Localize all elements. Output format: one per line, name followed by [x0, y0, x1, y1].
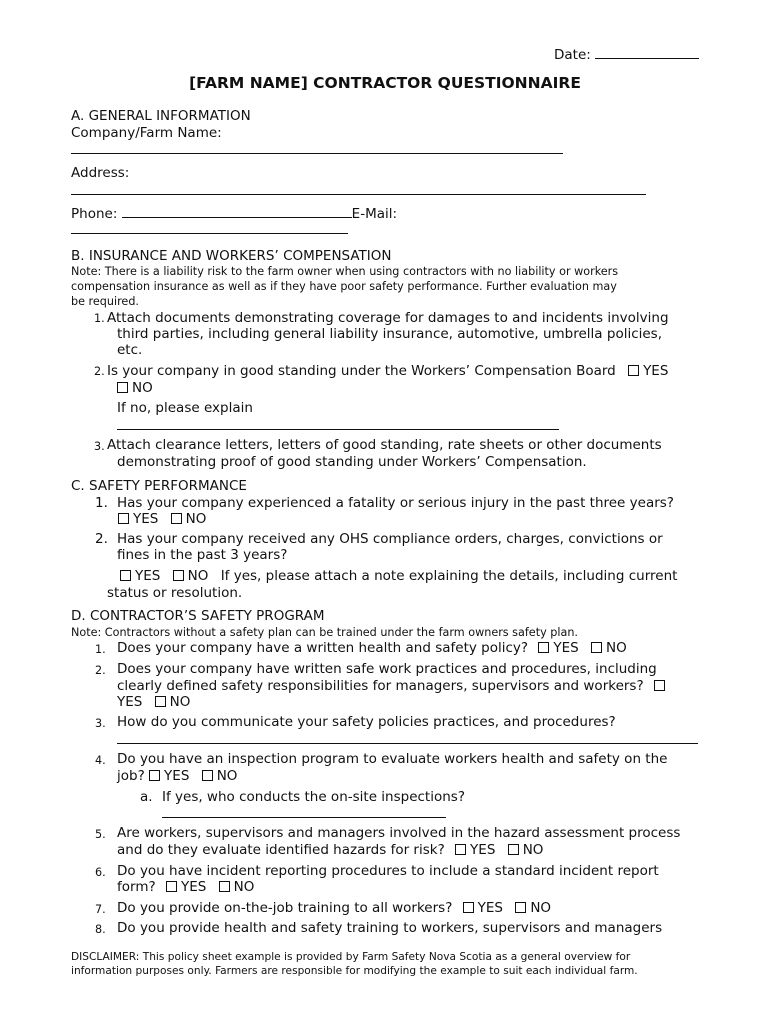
d-q4-no-option[interactable]: NO: [202, 768, 238, 784]
section-b-note-line: compensation insurance as well as if they have poor safety performance. Further evaluation may: [71, 280, 617, 293]
checkbox-icon[interactable]: [171, 513, 182, 524]
date-label: Date:: [554, 47, 591, 63]
section-a-heading: A. GENERAL INFORMATION: [71, 108, 251, 124]
b-item3-number: 3.: [94, 440, 105, 453]
c-q1-text: Has your company experienced a fatality or serious injury in the past three years?: [117, 495, 674, 511]
d-q2-yes-label[interactable]: YES: [117, 694, 143, 710]
b-item1-text: Attach documents demonstrating coverage for damages to and incidents involving: [107, 310, 669, 326]
c-q1-no-option[interactable]: NO: [171, 511, 207, 527]
checkbox-icon[interactable]: [120, 570, 131, 581]
d-q2-number: 2.: [95, 664, 106, 677]
d-q2-text: Does your company have written safe work practices and procedures, including: [117, 661, 657, 677]
phone-row: [71, 206, 397, 222]
d-q4-text: Do you have an inspection program to evaluate workers health and safety on the: [117, 751, 668, 767]
d-q4-row: [117, 768, 237, 784]
b-item2-explain-label: If no, please explain: [117, 400, 253, 416]
d-q6-text: form?: [117, 879, 156, 895]
c-q2-note: status or resolution.: [107, 585, 243, 601]
checkbox-icon[interactable]: [538, 642, 549, 653]
section-b-heading: B. INSURANCE AND WORKERS’ COMPENSATION: [71, 248, 392, 264]
d-q2-yes-box[interactable]: [654, 678, 669, 694]
checkbox-icon[interactable]: [515, 902, 526, 913]
checkbox-icon[interactable]: [149, 770, 160, 781]
address-label: Address:: [71, 165, 130, 181]
c-q2-note: If yes, please attach a note explaining the details, including current: [220, 568, 678, 584]
c-q2-number: 2.: [95, 531, 108, 547]
d-q2-no-option[interactable]: NO: [155, 694, 191, 710]
checkbox-icon[interactable]: [202, 770, 213, 781]
d-q6-no-option[interactable]: NO: [219, 879, 255, 895]
checkbox-icon[interactable]: [508, 844, 519, 855]
c-q2-no-option[interactable]: NO: [173, 568, 209, 584]
d-q1-text: Does your company have a written health and safety policy?: [117, 640, 529, 656]
address-field[interactable]: [71, 183, 646, 199]
d-q1-yes-option[interactable]: YES: [538, 640, 578, 656]
d-q2-row: [117, 678, 669, 694]
checkbox-icon[interactable]: [463, 902, 474, 913]
section-d-note: Note: Contractors without a safety plan can be trained under the farm owners safety plan.: [71, 626, 578, 639]
checkbox-icon[interactable]: [628, 365, 639, 376]
section-c-heading: C. SAFETY PERFORMANCE: [71, 478, 247, 494]
d-q7-row: [117, 900, 551, 916]
c-q2-text: Has your company received any OHS compliance orders, charges, convictions or: [117, 531, 663, 547]
c-q2-yes-option[interactable]: YES: [120, 568, 160, 584]
b-item2-no-option[interactable]: NO: [117, 380, 153, 396]
email-field[interactable]: [71, 222, 348, 238]
d-q5-text: and do they evaluate identified hazards for risk?: [117, 842, 445, 858]
b-item2-row: [107, 363, 668, 379]
checkbox-icon[interactable]: [591, 642, 602, 653]
section-b-note-line: be required.: [71, 295, 139, 308]
company-name-field[interactable]: [71, 142, 563, 158]
d-q1-no-option[interactable]: NO: [591, 640, 627, 656]
date-field[interactable]: [554, 47, 699, 63]
d-q5-text: Are workers, supervisors and managers involved in the hazard assessment process: [117, 825, 681, 841]
c-q1-number: 1.: [95, 495, 108, 511]
c-q2-options: [120, 568, 677, 584]
d-q8-number: 8.: [95, 923, 106, 936]
c-q1-options: [118, 511, 206, 527]
page-title: [FARM NAME] CONTRACTOR QUESTIONNAIRE: [189, 74, 581, 92]
d-q8-text: Do you provide health and safety training to workers, supervisors and managers: [117, 920, 663, 936]
d-q2-text: clearly defined safety responsibilities for managers, supervisors and workers?: [117, 678, 644, 694]
checkbox-icon[interactable]: [219, 881, 230, 892]
d-q6-number: 6.: [95, 866, 106, 879]
section-d-heading: D. CONTRACTOR’S SAFETY PROGRAM: [71, 608, 325, 624]
d-q4-yes-option[interactable]: YES: [149, 768, 189, 784]
d-q5-no-option[interactable]: NO: [508, 842, 544, 858]
checkbox-icon[interactable]: [117, 382, 128, 393]
b-item3-text: demonstrating proof of good standing under Workers’ Compensation.: [117, 454, 587, 470]
b-item1-number: 1.: [94, 312, 105, 325]
d-q6-yes-option[interactable]: YES: [166, 879, 206, 895]
disclaimer-line: DISCLAIMER: This policy sheet example is provided by Farm Safety Nova Scotia as a general overview for: [71, 951, 631, 963]
d-q6-row: [117, 879, 254, 895]
phone-label: Phone:: [71, 206, 118, 222]
c-q1-yes-option[interactable]: YES: [118, 511, 158, 527]
email-label: E-Mail:: [351, 206, 398, 222]
d-q3-text: How do you communicate your safety policies practices, and procedures?: [117, 714, 616, 730]
d-q3-number: 3.: [95, 717, 106, 730]
b-item2-explain-field[interactable]: [117, 418, 559, 434]
b-item1-text: third parties, including general liability insurance, automotive, umbrella policies,: [117, 326, 663, 342]
section-b-note-line: Note: There is a liability risk to the farm owner when using contractors with no liability or workers: [71, 265, 619, 278]
c-q2-text: fines in the past 3 years?: [117, 547, 288, 563]
d-q7-yes-option[interactable]: YES: [463, 900, 503, 916]
d-q4a-text: If yes, who conducts the on-site inspections?: [162, 789, 465, 805]
date-blank[interactable]: [595, 48, 699, 59]
d-q4a-number: a.: [140, 789, 153, 805]
disclaimer-line: information purposes only. Farmers are responsible for modifying the example to suit each individual farm.: [71, 965, 638, 977]
checkbox-icon[interactable]: [118, 513, 129, 524]
b-item2-number: 2.: [94, 365, 105, 378]
d-q4-text: job?: [117, 768, 145, 784]
d-q6-text: Do you have incident reporting procedures to include a standard incident report: [117, 863, 659, 879]
d-q1-number: 1.: [95, 643, 106, 656]
checkbox-icon[interactable]: [166, 881, 177, 892]
checkbox-icon[interactable]: [173, 570, 184, 581]
d-q7-number: 7.: [95, 903, 106, 916]
d-q4-number: 4.: [95, 754, 106, 767]
checkbox-icon[interactable]: [455, 844, 466, 855]
d-q5-row: [117, 842, 543, 858]
company-name-label: Company/Farm Name:: [71, 125, 222, 141]
d-q5-number: 5.: [95, 828, 106, 841]
d-q2-options: [117, 694, 190, 710]
b-item2-yes-option[interactable]: YES: [628, 363, 668, 379]
b-item2-text: Is your company in good standing under the Workers’ Compensation Board: [107, 363, 616, 379]
d-q5-yes-option[interactable]: YES: [455, 842, 495, 858]
checkbox-icon[interactable]: [155, 696, 166, 707]
phone-field[interactable]: [122, 207, 352, 218]
d-q7-text: Do you provide on-the-job training to all workers?: [117, 900, 453, 916]
d-q1-row: [117, 640, 627, 656]
b-item1-text: etc.: [117, 342, 143, 358]
b-item3-text: Attach clearance letters, letters of good standing, rate sheets or other documents: [107, 437, 662, 453]
d-q4a-answer-field[interactable]: [162, 806, 446, 822]
checkbox-icon[interactable]: [654, 680, 665, 691]
d-q3-answer-field[interactable]: [117, 732, 698, 748]
d-q7-no-option[interactable]: NO: [515, 900, 551, 916]
